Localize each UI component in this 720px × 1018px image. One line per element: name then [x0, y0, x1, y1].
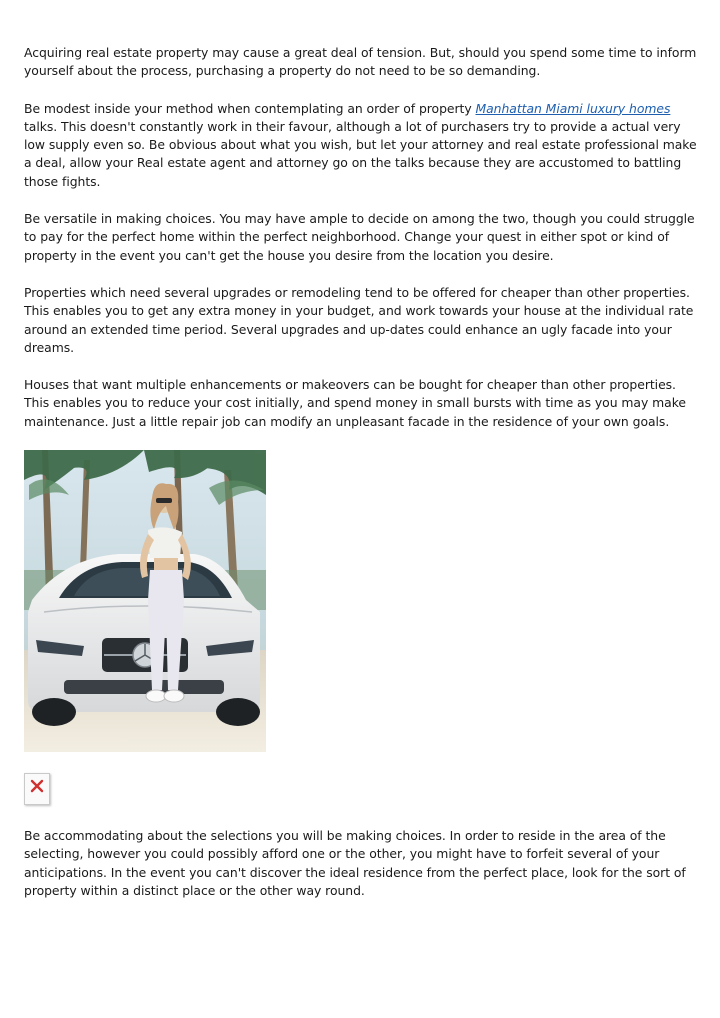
article-body: [24, 44, 700, 919]
woman-car-photo: [24, 450, 266, 752]
broken-image-icon: [29, 778, 45, 794]
luxury-homes-link[interactable]: Manhattan Miami luxury homes: [475, 100, 671, 116]
paragraph-upgrades: Properties which need several upgrades or remodeling tend to be offered for cheaper than other properties. This enables you to get any extra money in your budget, and work towards your house at the individual rate around an extended time period. Several upgrades and up-dates could enhance an ugly facade into your dreams.: [24, 284, 694, 355]
paragraph-text: talks. This doesn't constantly work in their favour, although a lot of purchasers try to provide a actual very low supply even so. Be obvious about what you wish, but let your attorney and real estate professional make a deal, allow your Real estate agent and attorney go on the talks because they are accustomed to battling those fights.: [24, 118, 697, 189]
paragraph-enhancements: Houses that want multiple enhancements or makeovers can be bought for cheaper than other properties. This enables you to reduce your cost initially, and spend money in small bursts with time as you may make maintenance. Just a little repair job can modify an unpleasant facade in the residence of your own goals.: [24, 377, 686, 429]
paragraph-accommodating: Be accommodating about the selections you will be making choices. In order to reside in the area of the selecting, however you could possibly afford one or the other, you might have to forfeit several of your anticipations. In the event you can't discover the ideal residence from the perfect place, look for the sort of property within a distinct place or the other way round.: [24, 828, 686, 898]
paragraph-text: Be modest inside your method when contemplating an order of property: [24, 100, 476, 116]
paragraph-negotiation: [24, 100, 700, 191]
paragraph-versatile: Be versatile in making choices. You may have ample to decide on among the two, though you could struggle to pay for the perfect home within the perfect neighborhood. Change your quest in either spot or kind of property in the event you can't get the house you desire from the location you desire.: [24, 211, 695, 263]
paragraph-intro: Acquiring real estate property may cause a great deal of tension. But, should you spend some time to inform yourself about the process, purchasing a property do not need to be so demanding.: [24, 45, 697, 79]
broken-image-placeholder: [24, 773, 50, 805]
